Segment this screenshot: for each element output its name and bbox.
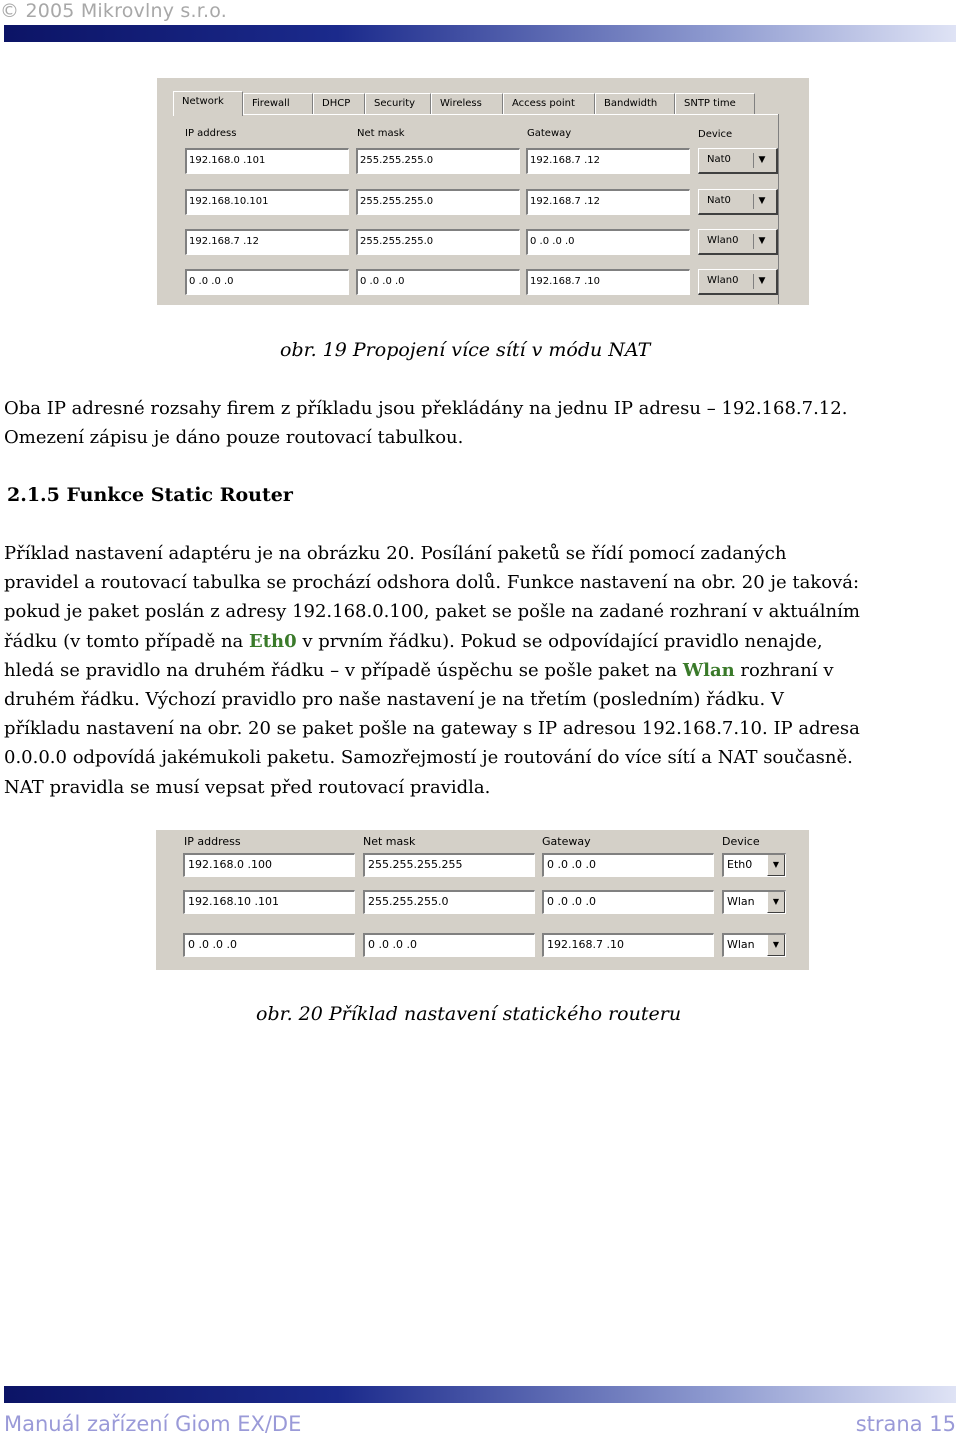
device-select-1[interactable] xyxy=(722,853,786,877)
tab-security[interactable]: Security xyxy=(365,93,431,115)
col-ip-address: IP address xyxy=(185,128,237,139)
interface-wlan: Wlan xyxy=(682,659,735,681)
interface-eth0: Eth0 xyxy=(249,630,297,652)
dropdown-arrow-icon[interactable]: ▼ xyxy=(767,892,785,913)
device-value: Wlan0 xyxy=(707,235,739,246)
ip-field-3[interactable]: 0 .0 .0 .0 xyxy=(183,933,355,957)
dropdown-arrow-icon[interactable]: ▼ xyxy=(753,234,770,249)
gateway-field-1[interactable]: 0 .0 .0 .0 xyxy=(542,853,714,877)
device-value: Nat0 xyxy=(707,195,731,206)
manual-title: Manuál zařízení Giom EX/DE xyxy=(4,1412,302,1436)
dropdown-arrow-icon[interactable]: ▼ xyxy=(767,855,785,876)
dropdown-arrow-icon[interactable]: ▼ xyxy=(753,153,770,168)
ip-field-2[interactable]: 192.168.10.101 xyxy=(185,189,349,215)
dropdown-arrow-icon[interactable]: ▼ xyxy=(753,194,770,209)
copyright-header: © 2005 Mikrovlny s.r.o. xyxy=(0,0,227,22)
device-select-3[interactable] xyxy=(698,229,778,255)
tab-sntp-time[interactable]: SNTP time xyxy=(675,93,755,115)
ip-field-4[interactable]: 0 .0 .0 .0 xyxy=(185,269,349,295)
gateway-field-2[interactable]: 192.168.7 .12 xyxy=(526,189,690,215)
mask-field-3[interactable]: 255.255.255.0 xyxy=(356,229,520,255)
ip-field-1[interactable]: 192.168.0 .101 xyxy=(185,148,349,174)
device-select-3[interactable] xyxy=(722,933,786,957)
tab-dhcp[interactable]: DHCP xyxy=(313,93,365,115)
gateway-field-1[interactable]: 192.168.7 .12 xyxy=(526,148,690,174)
gateway-field-3[interactable]: 0 .0 .0 .0 xyxy=(526,229,690,255)
text-line: 0.0.0.0 odpovídá jakémukoli paketu. Samozřejmostí je routování do více sítí a NAT současně. xyxy=(4,747,853,769)
tab-access-point[interactable]: Access point xyxy=(503,93,595,115)
text-fragment: řádku (v tomto případě na xyxy=(4,630,250,652)
text-line: Oba IP adresné rozsahy firem z příkladu jsou překládány na jednu IP adresu – 192.168.7.12. xyxy=(4,398,848,419)
gateway-field-2[interactable]: 0 .0 .0 .0 xyxy=(542,890,714,914)
device-value: Wlan xyxy=(727,938,755,951)
device-select-1[interactable] xyxy=(698,148,778,174)
figure-20-caption: obr. 20 Příklad nastavení statického routeru xyxy=(256,1003,682,1025)
paragraph-static-router xyxy=(4,539,860,802)
col-ip-address: IP address xyxy=(184,835,241,848)
text-line xyxy=(4,656,860,685)
tab-bar xyxy=(173,91,779,115)
mask-field-3[interactable]: 0 .0 .0 .0 xyxy=(363,933,535,957)
device-value: Nat0 xyxy=(707,154,731,165)
device-value: Eth0 xyxy=(727,858,753,871)
device-value: Wlan0 xyxy=(707,275,739,286)
footer-bar xyxy=(4,1386,956,1403)
device-select-2[interactable] xyxy=(722,890,786,914)
nat-settings-screenshot xyxy=(156,77,809,305)
mask-field-2[interactable]: 255.255.255.0 xyxy=(363,890,535,914)
text-fragment: hledá se pravidlo na druhém řádku – v případě úspěchu se pošle paket na xyxy=(4,659,683,681)
device-value: Wlan xyxy=(727,895,755,908)
text-line: NAT pravidla se musí vepsat před routovací pravidla. xyxy=(4,776,491,798)
tab-wireless[interactable]: Wireless xyxy=(431,93,503,115)
text-line: příkladu nastavení na obr. 20 se paket pošle na gateway s IP adresou 192.168.7.10. IP adresa xyxy=(4,718,860,740)
device-select-4[interactable] xyxy=(698,269,778,295)
text-line: pokud je paket poslán z adresy 192.168.0.100, paket se pošle na zadané rozhraní v aktuálním xyxy=(4,601,860,623)
text-line: pravidel a routovací tabulka se prochází odshora dolů. Funkce nastavení na obr. 20 je taková: xyxy=(4,572,860,594)
panel-edge xyxy=(778,114,779,304)
col-gateway: Gateway xyxy=(527,128,572,139)
col-device: Device xyxy=(722,835,760,848)
col-net-mask: Net mask xyxy=(363,835,416,848)
paragraph-nat xyxy=(4,394,847,452)
dropdown-arrow-icon[interactable]: ▼ xyxy=(753,274,770,289)
page-number: strana 15 xyxy=(855,1412,956,1436)
ip-field-3[interactable]: 192.168.7 .12 xyxy=(185,229,349,255)
col-gateway: Gateway xyxy=(542,835,591,848)
tab-bandwidth[interactable]: Bandwidth xyxy=(595,93,675,115)
ip-field-1[interactable]: 192.168.0 .100 xyxy=(183,853,355,877)
ip-field-2[interactable]: 192.168.10 .101 xyxy=(183,890,355,914)
col-device: Device xyxy=(698,129,733,140)
text-fragment: rozhraní v xyxy=(734,659,834,681)
gateway-field-4[interactable]: 192.168.7 .10 xyxy=(526,269,690,295)
static-router-screenshot xyxy=(156,830,809,970)
text-line: Příklad nastavení adaptéru je na obrázku 20. Posílání paketů se řídí pomocí zadaných xyxy=(4,543,787,564)
gateway-field-3[interactable]: 192.168.7 .10 xyxy=(542,933,714,957)
header-bar xyxy=(4,25,956,42)
tab-network[interactable]: Network xyxy=(173,91,243,116)
text-fragment: v prvním řádku). Pokud se odpovídající pravidlo nenajde, xyxy=(296,630,823,652)
tab-firewall[interactable]: Firewall xyxy=(243,93,313,115)
mask-field-2[interactable]: 255.255.255.0 xyxy=(356,189,520,215)
text-line: druhém řádku. Výchozí pravidlo pro naše nastavení je na třetím (posledním) řádku. V xyxy=(4,689,784,711)
mask-field-1[interactable]: 255.255.255.255 xyxy=(363,853,535,877)
text-line xyxy=(4,627,860,656)
section-heading: 2.1.5 Funkce Static Router xyxy=(7,484,293,506)
figure-19-caption: obr. 19 Propojení více sítí v módu NAT xyxy=(280,339,651,361)
col-net-mask: Net mask xyxy=(357,128,405,139)
text-line: Omezení zápisu je dáno pouze routovací tabulkou. xyxy=(4,427,464,449)
dropdown-arrow-icon[interactable]: ▼ xyxy=(767,935,785,956)
mask-field-1[interactable]: 255.255.255.0 xyxy=(356,148,520,174)
device-select-2[interactable] xyxy=(698,189,778,215)
mask-field-4[interactable]: 0 .0 .0 .0 xyxy=(356,269,520,295)
tab-divider xyxy=(173,114,779,115)
